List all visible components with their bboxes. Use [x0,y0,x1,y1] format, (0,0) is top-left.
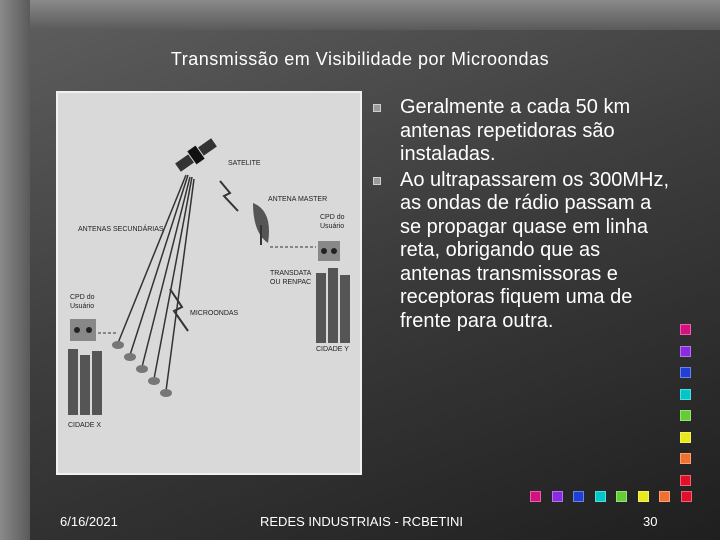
decor-square [595,491,606,502]
slide-frame-left [0,0,30,540]
decor-square [680,324,691,335]
city-y-label: CIDADE Y [316,346,349,353]
slide-frame-top [0,0,720,30]
right-cpd-icon [318,241,340,261]
satellite-signal-icon [220,181,238,211]
master-antenna-icon [253,203,269,245]
secondary-antennas-label: ANTENAS SECUNDÁRIAS [78,226,164,233]
slide-title: Transmissão em Visibilidade por Microondas [170,49,550,69]
footer-date: 6/16/2021 [60,514,118,529]
city-x-label: CIDADE X [68,422,102,429]
left-cpd-label-1: CPD do [70,294,95,301]
right-cpd-label-1: CPD do [320,214,345,221]
decor-square [659,491,670,502]
transdata-label-2: OU RENPAC [270,279,312,286]
footer-center-text: REDES INDUSTRIAIS - RCBETINI [260,514,463,529]
microwave-diagram-svg [58,93,360,473]
decor-square [573,491,584,502]
master-antenna-label: ANTENA MASTER [268,196,328,203]
bullet-list [370,96,670,335]
decor-square [680,475,691,486]
decor-square [616,491,627,502]
right-cpd-label-2: Usuário [320,223,345,230]
city-y-buildings-icon [316,268,350,343]
decor-square [638,491,649,502]
city-x-buildings-icon [68,349,102,415]
microwave-label: MICROONDAS [190,310,239,317]
decor-square [680,410,691,421]
decor-square [552,491,563,502]
footer-page-number: 30 [643,514,658,529]
left-cpd-label-2: Usuário [70,303,95,310]
left-cpd-icon [70,319,96,341]
decor-square [530,491,541,502]
bullet-text: Geralmente a cada 50 km antenas repetidoras são instaladas. [400,96,631,165]
secondary-antenna-icons [112,341,172,397]
microwave-diagram [56,91,362,475]
decor-square [680,389,691,400]
satellite-label: SATELITE [228,160,261,167]
decor-square [681,491,692,502]
bullet-item [370,96,670,167]
bullet-item [370,169,670,334]
decor-square [680,367,691,378]
bullet-text: Ao ultrapassarem os 300MHz, as ondas de rádio passam a se propagar quase em linha reta, obrigando que as antenas transmissoras e receptoras fiquem uma de frente para outra. [400,168,670,332]
decor-square [680,346,691,357]
decor-square [680,453,691,464]
decor-square [680,432,691,443]
bullet-icon [373,177,381,185]
satellite-icon [173,136,218,174]
transdata-label-1: TRANSDATA [270,270,312,277]
bullet-icon [373,104,381,112]
